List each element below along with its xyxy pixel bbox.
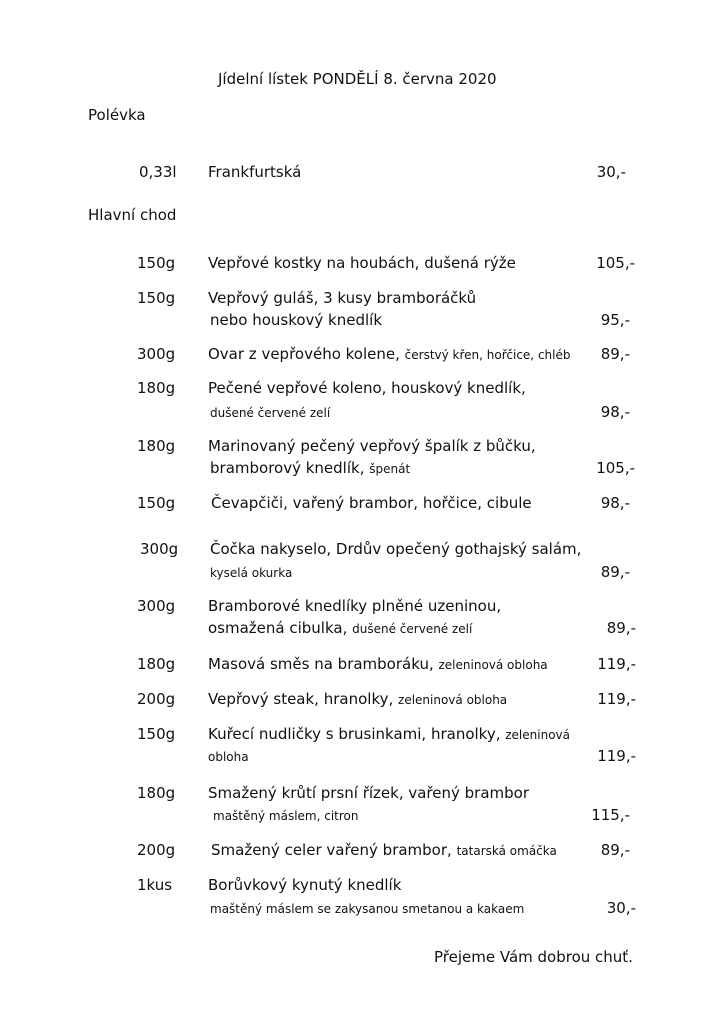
item-weight: 300g bbox=[140, 540, 179, 558]
item-weight: 200g bbox=[137, 841, 176, 859]
item-price: 105,- bbox=[596, 459, 635, 477]
item-description: obloha bbox=[208, 750, 249, 764]
item-price: 119,- bbox=[597, 655, 636, 673]
item-weight: 150g bbox=[137, 725, 176, 743]
item-weight: 200g bbox=[137, 690, 176, 708]
item-description: bramborový knedlík, špenát bbox=[210, 459, 411, 477]
item-name: Smažený krůtí prsní řízek, vařený brambor bbox=[208, 784, 530, 802]
item-name: Pečené vepřové koleno, houskový knedlík, bbox=[208, 379, 526, 397]
item-name: Ovar z vepřového kolene, čerstvý křen, hořčice, chléb bbox=[208, 345, 571, 363]
item-price: 105,- bbox=[596, 254, 635, 272]
item-name: Borůvkový kynutý knedlík bbox=[208, 876, 402, 894]
item-weight: 180g bbox=[137, 655, 176, 673]
menu-title: Jídelní lístek PONDĚLÍ 8. června 2020 bbox=[218, 70, 497, 88]
item-weight: 150g bbox=[137, 289, 176, 307]
item-weight: 180g bbox=[137, 379, 176, 397]
item-description: maštěný máslem, citron bbox=[213, 809, 359, 823]
main-heading: Hlavní chod bbox=[88, 206, 177, 224]
item-price: 119,- bbox=[597, 747, 636, 765]
item-price: 89,- bbox=[600, 841, 630, 859]
item-name: Vepřové kostky na houbách, dušená rýže bbox=[208, 254, 516, 272]
item-name: Bramborové knedlíky plněné uzeninou, bbox=[208, 597, 502, 615]
item-name: Smažený celer vařený brambor, tatarská omáčka bbox=[211, 841, 557, 859]
item-description: kyselá okurka bbox=[210, 566, 293, 580]
item-description: maštěný máslem se zakysanou smetanou a kakaem bbox=[210, 902, 525, 916]
item-weight: 150g bbox=[137, 254, 176, 272]
item-price: 115,- bbox=[591, 806, 630, 824]
item-name: Marinovaný pečený vepřový špalík z bůčku, bbox=[208, 437, 536, 455]
soup-price: 30,- bbox=[596, 163, 626, 181]
item-name: Čevapčiči, vařený brambor, hořčice, cibule bbox=[211, 494, 532, 512]
item-weight: 300g bbox=[137, 597, 176, 615]
item-name: Vepřový guláš, 3 kusy bramboráčků bbox=[208, 289, 477, 307]
item-weight: 180g bbox=[137, 437, 176, 455]
item-weight: 150g bbox=[137, 494, 176, 512]
item-name: Masová směs na bramboráku, zeleninová obloha bbox=[208, 655, 548, 673]
item-price: 89,- bbox=[600, 563, 630, 581]
item-weight: 300g bbox=[137, 345, 176, 363]
item-weight: 180g bbox=[137, 784, 176, 802]
item-price: 89,- bbox=[600, 345, 630, 363]
item-name: Vepřový steak, hranolky, zeleninová obloha bbox=[208, 690, 508, 708]
item-price: 30,- bbox=[606, 899, 636, 917]
item-name: Kuřecí nudličky s brusinkami, hranolky, zeleninová bbox=[208, 725, 570, 743]
soup-weight: 0,33l bbox=[139, 163, 177, 181]
item-name: Čočka nakyselo, Drdův opečený gothajský salám, bbox=[210, 540, 582, 558]
soup-name: Frankfurtská bbox=[208, 163, 302, 181]
item-price: 98,- bbox=[600, 494, 630, 512]
soup-heading: Polévka bbox=[88, 106, 146, 124]
item-price: 98,- bbox=[600, 403, 630, 421]
item-price: 119,- bbox=[597, 690, 636, 708]
closing-greeting: Přejeme Vám dobrou chuť. bbox=[434, 948, 633, 966]
item-price: 89,- bbox=[606, 619, 636, 637]
item-weight: 1kus bbox=[137, 876, 173, 894]
item-description: dušené červené zelí bbox=[210, 406, 331, 420]
item-description: nebo houskový knedlík bbox=[210, 311, 383, 329]
item-price: 95,- bbox=[600, 311, 630, 329]
item-description: osmažená cibulka, dušené červené zelí bbox=[208, 619, 473, 637]
